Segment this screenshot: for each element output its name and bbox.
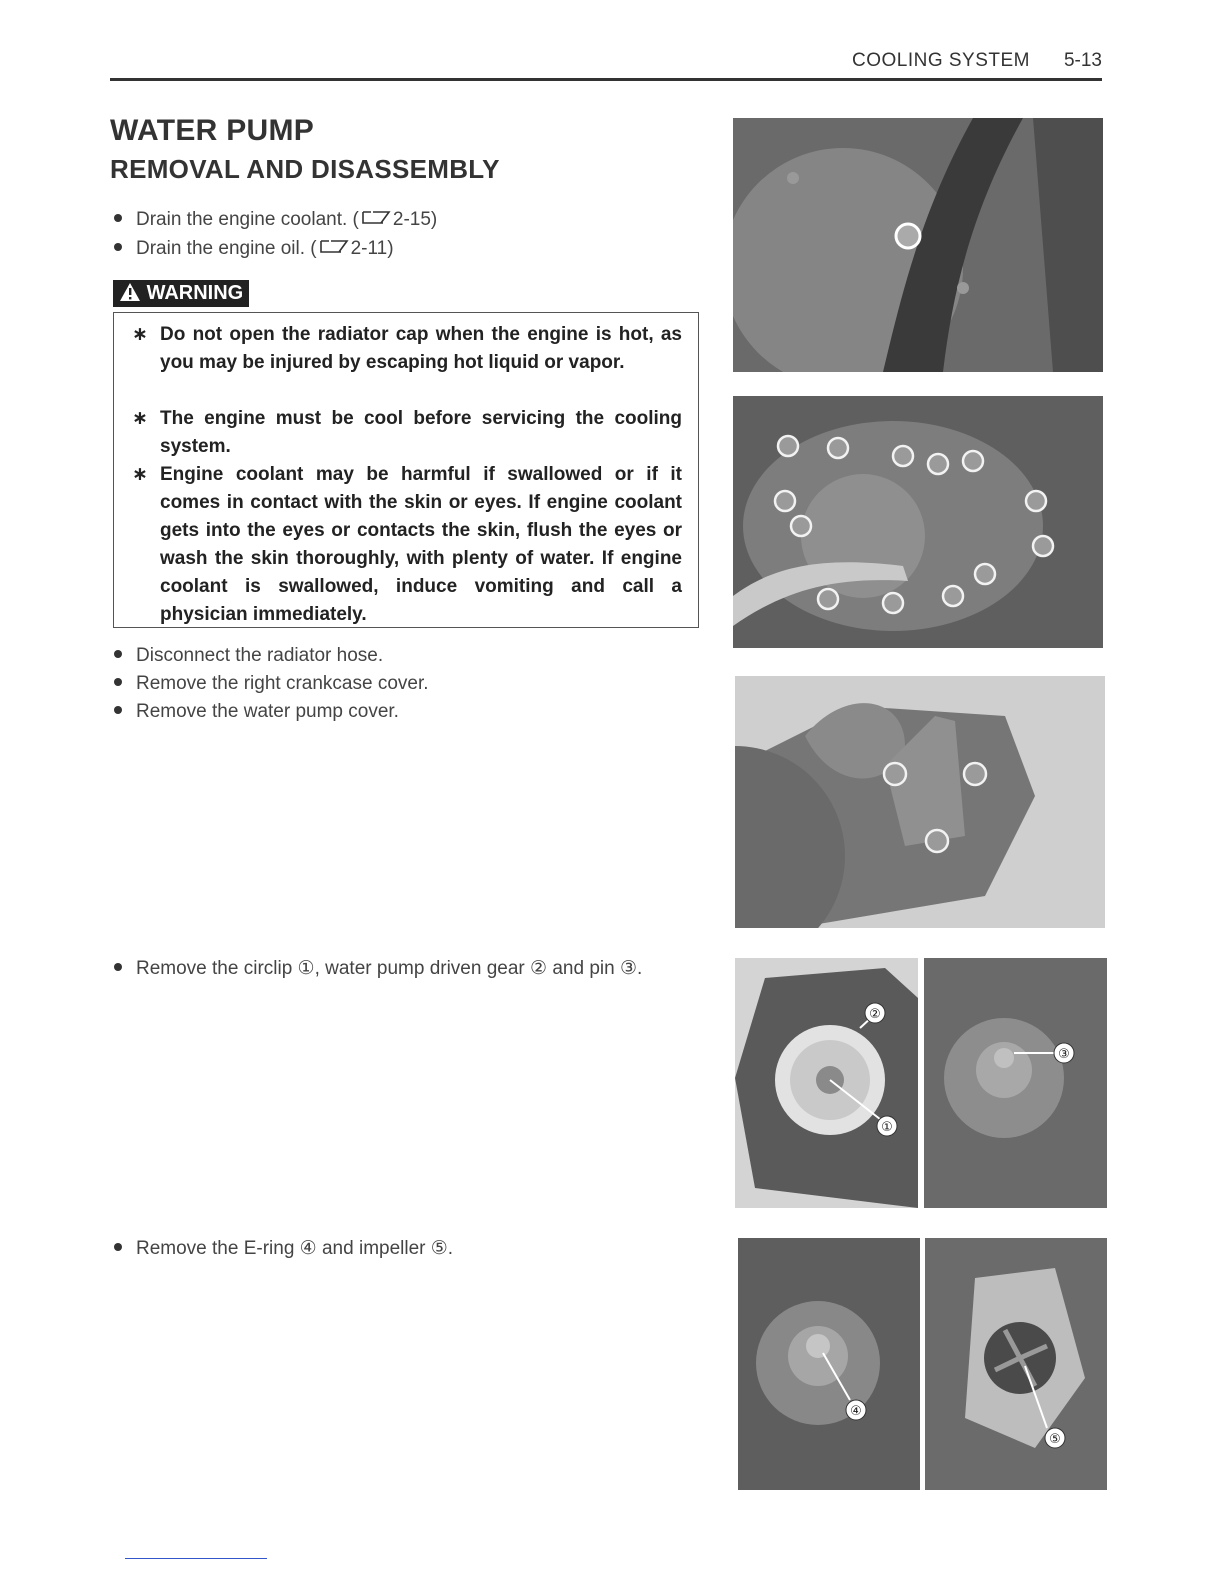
callout-e-ring: ④ [850, 1404, 862, 1419]
bullet-dot [114, 706, 122, 714]
callout-driven-gear: ② [869, 1007, 881, 1022]
asterisk-icon: ∗ [132, 408, 148, 429]
bullet-dot [114, 243, 122, 251]
photo-impeller [925, 1238, 1107, 1490]
step-remove-ering-impeller: Remove the E-ring ④ and impeller ⑤. [114, 1237, 453, 1260]
reference-book-icon [319, 237, 349, 261]
asterisk-icon: ∗ [132, 464, 148, 485]
photo-radiator-hose [733, 118, 1103, 372]
bullet-dot [114, 678, 122, 686]
page-title: WATER PUMP [110, 114, 315, 147]
bullet-dot [114, 1243, 122, 1251]
prep-step-oil: Drain the engine oil. ( 2-11) [114, 237, 394, 261]
reference-book-icon [361, 208, 391, 232]
bullet-dot [114, 963, 122, 971]
photo-e-ring [738, 1238, 920, 1490]
callout-pin: ③ [1058, 1047, 1070, 1062]
step-disconnect-hose: Disconnect the radiator hose. [114, 645, 383, 667]
callout-circlip: ① [881, 1120, 893, 1135]
photo-crankcase-cover [733, 396, 1103, 648]
callout-impeller: ⑤ [1049, 1432, 1061, 1447]
photo-pump-pin [924, 958, 1107, 1208]
warning-badge [113, 280, 249, 307]
prep-step-coolant: Drain the engine coolant. ( 2-15) [114, 208, 437, 232]
photo-water-pump-cover [735, 676, 1105, 928]
warning-box [113, 312, 699, 628]
photo-driven-gear [735, 958, 918, 1208]
warning-label: WARNING [146, 282, 244, 304]
warning-item-coolant-harmful: ∗ Engine coolant may be harmful if swallowed or if it comes in contact with the skin or eyes. If engine coolant gets into the eyes or contacts the skin, flush the eyes or wash the skin thoroughly, with plenty of water. If engine coolant is swallowed, induce vomiting and call a physician immediately. [132, 461, 682, 629]
warning-triangle-icon [119, 282, 141, 302]
page-number: 5-13 [1063, 50, 1102, 71]
header-rule [110, 78, 1102, 81]
step-remove-circlip-gear-pin: Remove the circlip ①, water pump driven gear ② and pin ③. [114, 957, 642, 980]
warning-item-hot-cap: ∗ Do not open the radiator cap when the engine is hot, as you may be injured by escaping hot liquid or vapor. [132, 321, 682, 377]
footer-line [125, 1558, 267, 1559]
warning-item-cool-engine: ∗ The engine must be cool before servicing the cooling system. [132, 405, 682, 461]
bullet-dot [114, 214, 122, 222]
section-title: COOLING SYSTEM [851, 50, 1030, 71]
step-remove-crankcase-cover: Remove the right crankcase cover. [114, 673, 429, 695]
page-header [110, 50, 1102, 76]
step-remove-pump-cover: Remove the water pump cover. [114, 701, 399, 723]
bullet-dot [114, 650, 122, 658]
page-subtitle: REMOVAL AND DISASSEMBLY [110, 154, 500, 184]
asterisk-icon: ∗ [132, 324, 148, 345]
